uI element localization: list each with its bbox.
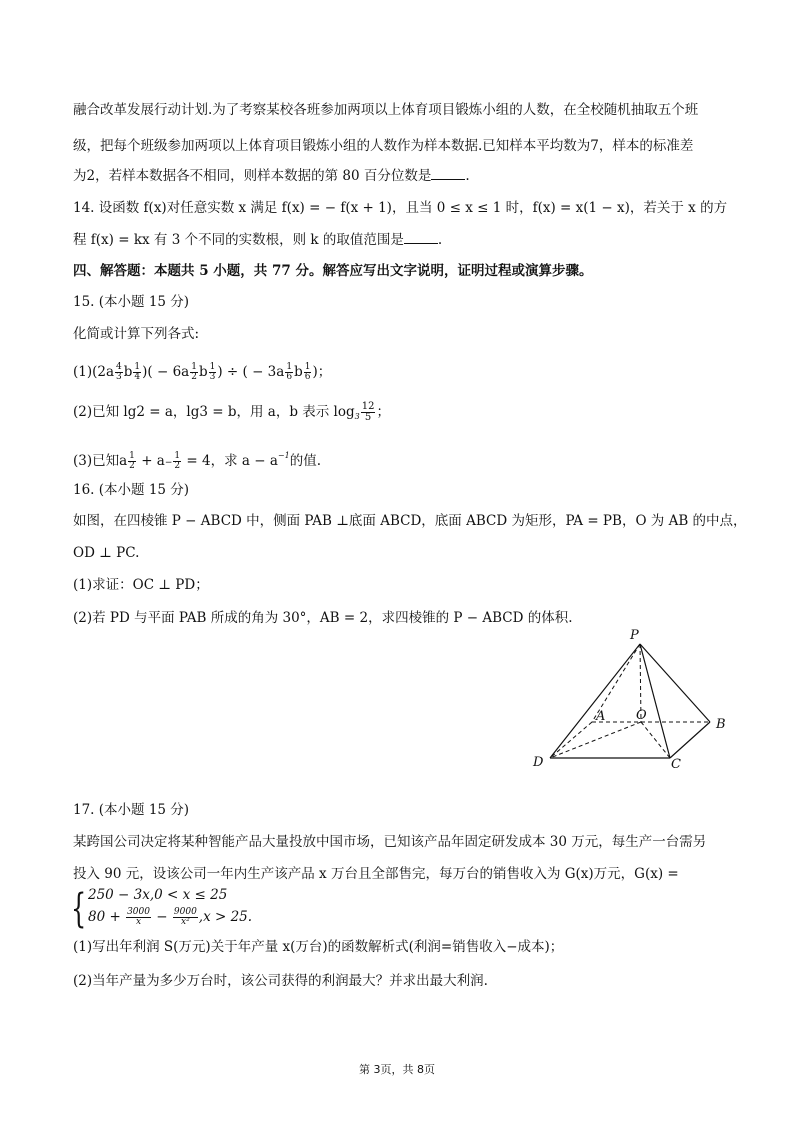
text-segment: = 4，求 a − a	[182, 453, 278, 469]
text-segment: (1)(2a	[73, 364, 115, 380]
q16-part2: (2)若 PD 与平面 PAB 所成的角为 30°，AB = 2，求四棱锥的 P − ABCD 的体积.	[73, 610, 573, 626]
text-segment: 的值.	[289, 453, 321, 469]
text-segment: + a	[136, 453, 165, 469]
text-line: OD ⊥ PC.	[73, 545, 140, 561]
subscript: 3	[354, 412, 360, 421]
text-segment: ) ÷ ( − 3a	[217, 364, 285, 380]
q15-part1	[73, 362, 734, 382]
exponent: $\frac{4}{3}$	[116, 362, 122, 382]
text-line: 为2，若样本数据各不相同，则样本数据的第 80 百分位数是 .	[73, 168, 470, 184]
label-O: O	[636, 708, 647, 723]
label-A: A	[596, 709, 606, 724]
text-segment: (2)已知 lg2 = a，lg3 = b，用 a，b 表示 log	[73, 404, 355, 420]
piecewise-brace: {	[71, 886, 87, 932]
text-line: 级，把每个班级参加两项以上体育项目锻炼小组的人数作为样本数据.已知样本平均数为7，样本的标准差	[73, 138, 694, 154]
text-segment: 程 f(x) = kx 有 3 个不同的实数根，则 k 的取值范围是	[73, 232, 404, 248]
question-16-heading: 16. (本小题 15 分)	[73, 482, 190, 498]
text-line: 融合改革发展行动计划.为了考察某校各班参加两项以上体育项目锻炼小组的人数，在全校随机抽取五个班	[73, 102, 699, 118]
q17-part1: (1)写出年利润 S(万元)关于年产量 x(万台)的函数解析式(利润=销售收入−成本)；	[73, 939, 564, 955]
fraction: $\frac{12}{5}$	[361, 401, 375, 423]
edge-CB	[670, 722, 710, 758]
label-B: B	[716, 717, 726, 732]
text-segment: b	[123, 364, 133, 380]
exponent: $\frac{1}{2}$	[129, 451, 135, 471]
piecewise-case-1: 250 − 3x,0 < x ≤ 25	[88, 887, 228, 903]
q16-part1: (1)求证：OC ⊥ PD；	[73, 577, 209, 593]
edge-PD	[550, 644, 640, 758]
exponent-sign: −	[164, 458, 173, 468]
q15-part2	[73, 402, 734, 427]
edge-AD	[550, 722, 592, 758]
exponent: $\frac{1}{4}$	[134, 362, 141, 382]
text-segment: 为2，若样本数据各不相同，则样本数据的第 80 百分位数是	[73, 168, 432, 184]
section-heading: 四、解答题：本题共 5 小题，共 77 分。解答应写出文字说明，证明过程或演算步骤。	[73, 263, 593, 279]
answer-blank	[404, 230, 438, 244]
exponent: $\frac{1}{2}$	[174, 451, 181, 471]
answer-blank	[431, 166, 465, 180]
text-segment: ；	[376, 404, 390, 420]
text-segment: ,x > 25	[198, 909, 248, 925]
fraction: $\frac{3000}{x}$	[127, 907, 150, 927]
question-17-heading: 17. (本小题 15 分)	[73, 802, 190, 818]
exponent: −1	[277, 451, 290, 460]
page-footer: 第 3页，共 8页	[359, 1063, 435, 1076]
text-segment: )；	[312, 364, 332, 380]
text-line: 某跨国公司决定将某种智能产品大量投放中国市场，已知该产品年固定研发成本 30 万元，每生产一台需另	[73, 834, 707, 850]
piecewise-case-2: 80 + $\frac{3000}{x}$ − $\frac{9000}{\text{x²}}$ ,x > 25.	[88, 907, 253, 927]
fraction: $\frac{9000}{\text{x²}}$	[173, 907, 197, 927]
label-D: D	[533, 755, 544, 770]
label-P: P	[630, 628, 639, 643]
exponent: $\frac{1}{2}$	[191, 362, 197, 382]
question-15-heading: 15. (本小题 15 分)	[73, 294, 190, 310]
pyramid-figure	[520, 622, 740, 772]
text-segment: 80 +	[88, 909, 126, 925]
text-segment: b	[294, 364, 303, 380]
text-line: 程 f(x) = kx 有 3 个不同的实数根，则 k 的取值范围是 .	[73, 232, 443, 248]
text-line: 投入 90 元，设该公司一年内生产该产品 x 万台且全部售完，每万台的销售收入为 G(x)万元，G(x) =	[73, 866, 679, 882]
question-14: 14. 设函数 f(x)对任意实数 x 满足 f(x) = − f(x + 1)，且当 0 ≤ x ≤ 1 时，f(x) = x(1 − x)，若关于 x 的方	[73, 200, 728, 216]
text-segment: b	[198, 364, 208, 380]
q17-part2: (2)当年产量为多少万台时，该公司获得的利润最大？并求出最大利润.	[73, 973, 488, 989]
text-segment: −	[151, 909, 172, 925]
exponent: $\frac{1}{6}$	[304, 362, 311, 382]
exponent: $\frac{1}{3}$	[209, 362, 216, 382]
text-segment: )( − 6a	[142, 364, 190, 380]
exponent: $\frac{1}{6}$	[286, 362, 293, 382]
q15-part3	[73, 446, 734, 473]
text-segment: (3)已知a	[73, 453, 128, 469]
label-C: C	[671, 757, 681, 772]
text-line: 化简或计算下列各式:	[73, 326, 200, 342]
text-line: 如图，在四棱锥 P − ABCD 中，侧面 PAB ⊥底面 ABCD，底面 ABCD 为矩形，PA = PB，O 为 AB 的中点，	[73, 513, 747, 529]
